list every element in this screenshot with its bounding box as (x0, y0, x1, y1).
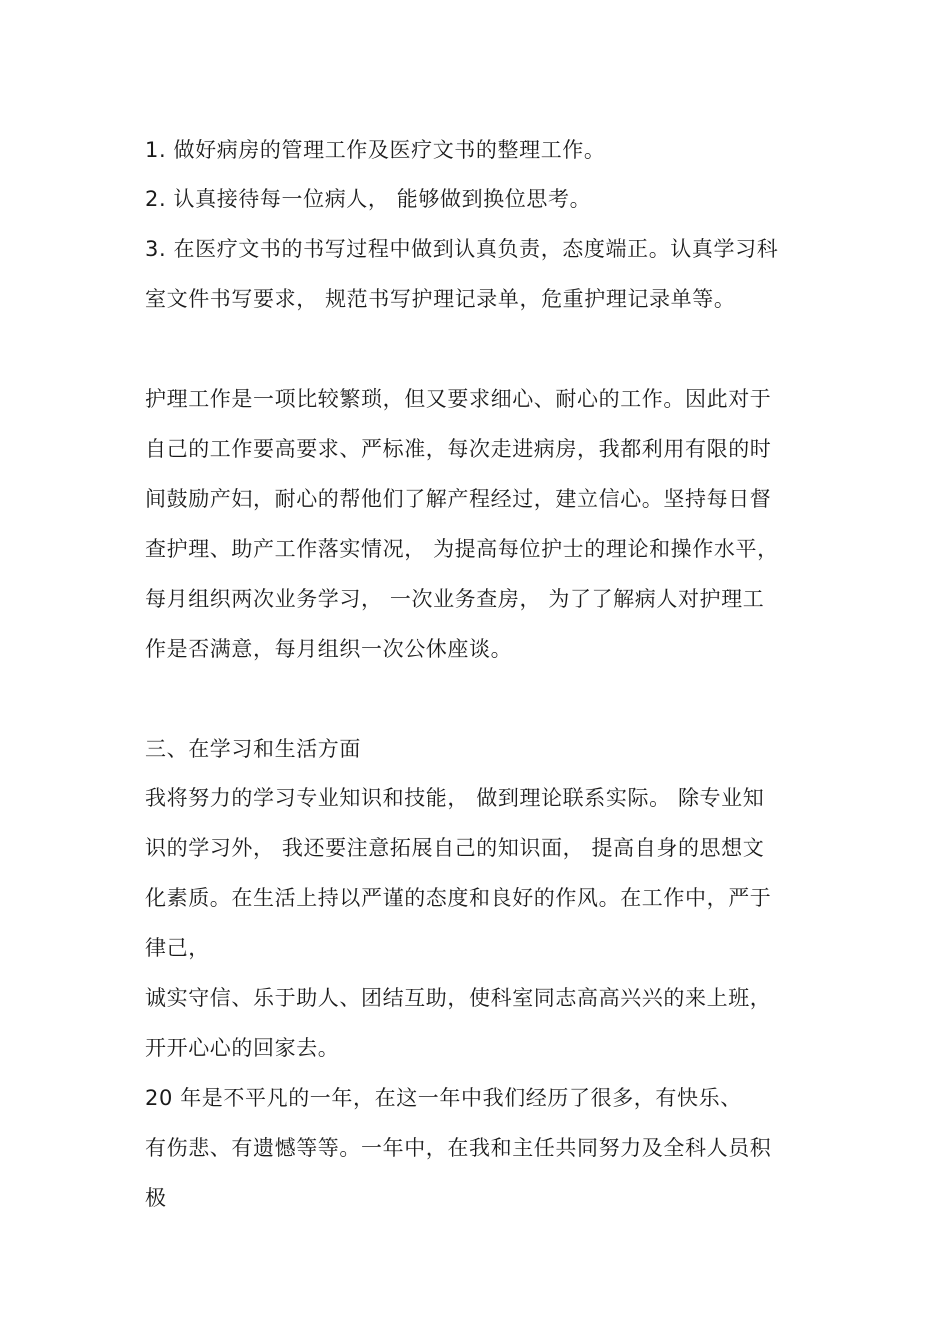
paragraph-line: 每月组织两次业务学习， 一次业务查房， 为了了解病人对护理工 (145, 587, 765, 611)
paragraph-line: 有伤悲、有遗憾等等。一年中，在我和主任共同努力及全科人员积 (145, 1136, 772, 1160)
paragraph-line: 诚实守信、乐于助人、团结互助，使科室同志高高兴兴的来上班， (145, 986, 772, 1010)
paragraph-line: 查护理、助产工作落实情况， 为提高每位护士的理论和操作水平， (145, 537, 779, 561)
list-item-2: 2. 认真接待每一位病人， 能够做到换位思考。 (145, 187, 592, 211)
paragraph-line: 作是否满意，每月组织一次公休座谈。 (145, 637, 513, 661)
section-heading: 三、在学习和生活方面 (145, 737, 361, 761)
paragraph-line: 间鼓励产妇，耐心的帮他们了解产程经过，建立信心。坚持每日督 (145, 487, 772, 511)
list-item-3-continued: 室文件书写要求， 规范书写护理记录单，危重护理记录单等。 (145, 287, 736, 311)
paragraph-line: 我将努力的学习专业知识和技能， 做到理论联系实际。 除专业知 (145, 786, 765, 810)
paragraph-line: 开开心心的回家去。 (145, 1036, 340, 1060)
paragraph-line: 20 年是不平凡的一年，在这一年中我们经历了很多，有快乐、 (145, 1086, 742, 1110)
list-item-3: 3. 在医疗文书的书写过程中做到认真负责，态度端正。认真学习科 (145, 237, 779, 261)
paragraph-line: 律己， (145, 936, 210, 960)
paragraph-line: 护理工作是一项比较繁琐，但又要求细心、耐心的工作。因此对于 (145, 387, 772, 411)
paragraph-line: 化素质。在生活上持以严谨的态度和良好的作风。在工作中，严于 (145, 886, 772, 910)
paragraph-line: 识的学习外， 我还要注意拓展自己的知识面， 提高自身的思想文 (145, 836, 765, 860)
paragraph-line: 自己的工作要高要求、严标准，每次走进病房，我都利用有限的时 (145, 437, 772, 461)
list-item-1: 1. 做好病房的管理工作及医疗文书的整理工作。 (145, 138, 606, 162)
paragraph-line: 极 (145, 1186, 167, 1210)
